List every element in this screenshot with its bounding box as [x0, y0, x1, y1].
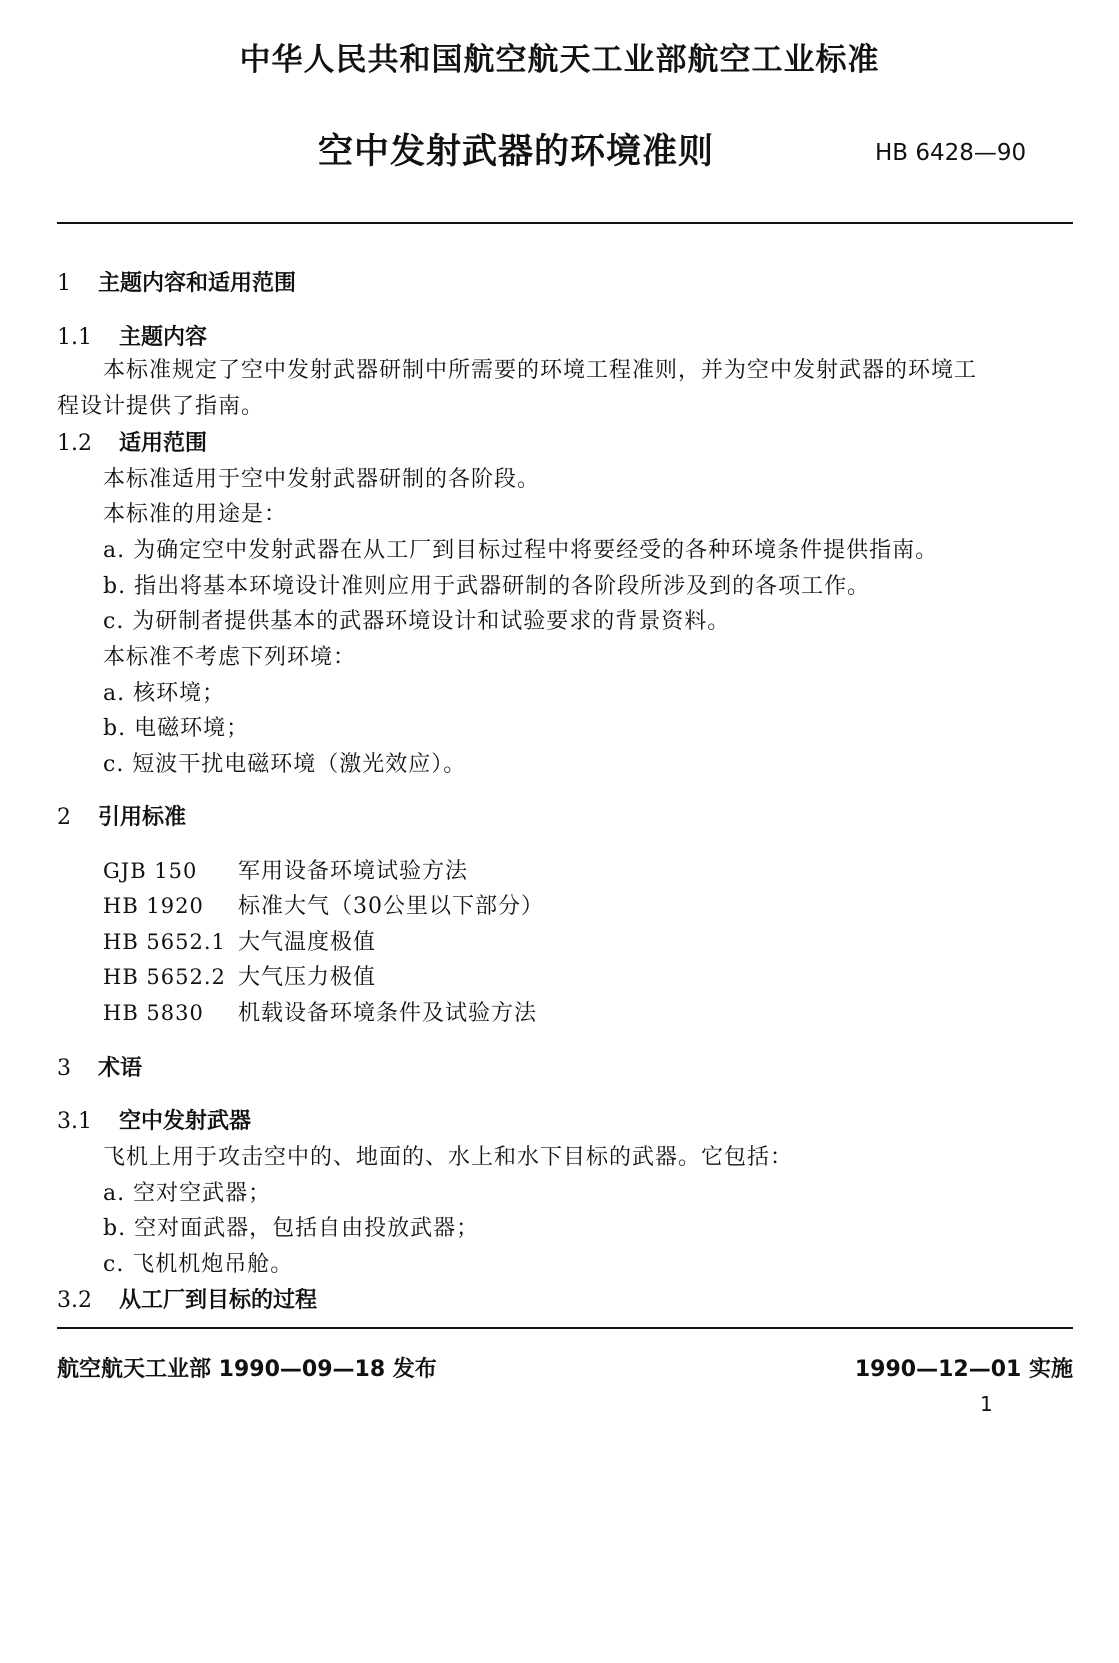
page-number: 1 — [980, 1392, 993, 1416]
reference-code: HB 5830 — [103, 1001, 204, 1025]
paragraph: 本标准适用于空中发射武器研制的各阶段。 — [103, 467, 541, 492]
section-number: 3.2 — [57, 1288, 92, 1313]
section-number: 3 — [57, 1056, 71, 1081]
list-item: b. 电磁环境； — [103, 716, 250, 741]
reference-row — [103, 960, 376, 991]
reference-row — [103, 996, 537, 1027]
section-number: 1.1 — [57, 325, 92, 350]
section-number: 1.2 — [57, 431, 92, 456]
effective-date: 1990—12—01 实施 — [854, 1357, 1073, 1382]
paragraph: 本标准的用途是： — [103, 502, 288, 527]
list-item: a. 核环境； — [103, 681, 226, 706]
section-title: 从工厂到目标的过程 — [119, 1288, 318, 1313]
list-item: a. 空对空武器； — [103, 1181, 272, 1206]
reference-code: GJB 150 — [103, 859, 198, 883]
header-rule — [57, 222, 1073, 224]
reference-name: 机载设备环境条件及试验方法 — [238, 1001, 538, 1026]
reference-name: 大气压力极值 — [238, 965, 377, 990]
reference-row — [103, 925, 376, 956]
section-1-heading — [57, 266, 296, 297]
section-number: 1 — [57, 271, 71, 296]
list-item: c. 短波干扰电磁环境（激光效应）。 — [103, 752, 467, 777]
section-title: 适用范围 — [119, 431, 208, 456]
reference-code: HB 5652.1 — [103, 930, 226, 954]
list-item: a. 为确定空中发射武器在从工厂到目标过程中将要经受的各种环境条件提供指南。 — [103, 538, 939, 563]
paragraph-line: 本标准规定了空中发射武器研制中所需要的环境工程准则，并为空中发射武器的环境工 — [103, 358, 978, 383]
reference-code: HB 1920 — [103, 894, 204, 918]
section-title: 引用标准 — [98, 805, 187, 830]
section-3-1-heading — [57, 1104, 251, 1135]
paragraph: 本标准不考虑下列环境： — [103, 645, 357, 670]
reference-code: HB 5652.2 — [103, 965, 226, 989]
list-item: c. 飞机机炮吊舱。 — [103, 1252, 294, 1277]
section-title: 术语 — [98, 1056, 143, 1081]
section-number: 3.1 — [57, 1109, 92, 1134]
section-2-heading — [57, 800, 186, 831]
paragraph-line: 程设计提供了指南。 — [57, 394, 265, 419]
footer-rule — [57, 1327, 1073, 1329]
reference-row — [103, 854, 468, 885]
section-1-2-heading — [57, 426, 207, 457]
reference-name: 大气温度极值 — [238, 930, 377, 955]
section-1-1-heading — [57, 320, 207, 351]
issue-date: 航空航天工业部 1990—09—18 发布 — [57, 1357, 437, 1382]
list-item: b. 指出将基本环境设计准则应用于武器研制的各阶段所涉及到的各项工作。 — [103, 574, 871, 599]
section-number: 2 — [57, 805, 71, 830]
section-title: 主题内容 — [119, 325, 208, 350]
section-title: 主题内容和适用范围 — [98, 271, 297, 296]
issuing-organization: 中华人民共和国航空航天工业部航空工业标准 — [239, 42, 880, 78]
section-3-2-heading — [57, 1283, 317, 1314]
section-3-heading — [57, 1051, 142, 1082]
reference-name: 标准大气（30公里以下部分） — [238, 894, 544, 919]
standard-code: HB 6428—90 — [875, 140, 1027, 166]
paragraph: 飞机上用于攻击空中的、地面的、水上和水下目标的武器。它包括： — [103, 1145, 794, 1170]
list-item: c. 为研制者提供基本的武器环境设计和试验要求的背景资料。 — [103, 609, 731, 634]
reference-name: 军用设备环境试验方法 — [238, 859, 469, 884]
list-item: b. 空对面武器，包括自由投放武器； — [103, 1216, 480, 1241]
document-title: 空中发射武器的环境准则 — [318, 132, 715, 172]
section-title: 空中发射武器 — [119, 1109, 252, 1134]
reference-row — [103, 889, 544, 920]
